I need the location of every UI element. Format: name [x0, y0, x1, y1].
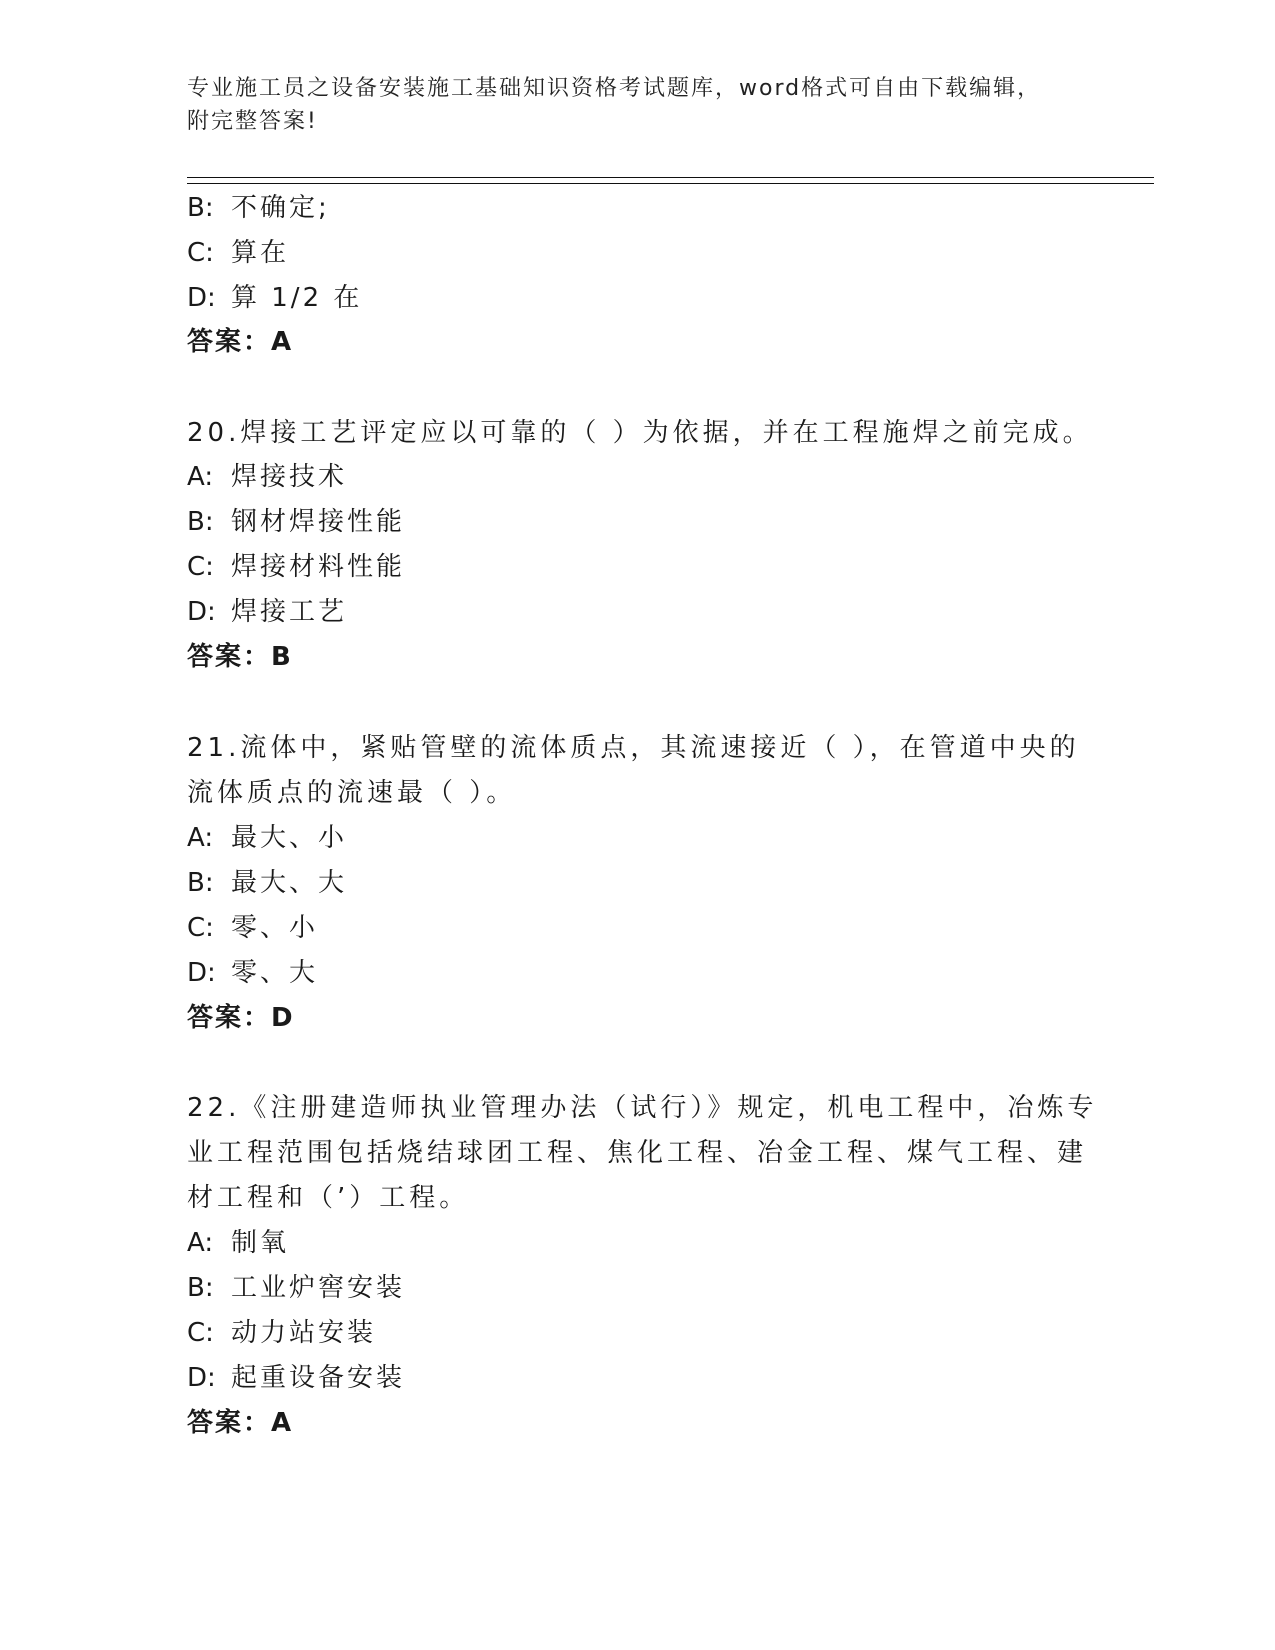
- option-a: A: 最大、小: [187, 823, 348, 853]
- question-21-text-line-1: 21.流体中，紧贴管壁的流体质点，其流速接近（ ），在管道中央的: [187, 733, 1080, 763]
- header-line-1: 专业施工员之设备安装施工基础知识资格考试题库，word格式可自由下载编辑，: [187, 76, 1042, 101]
- question-22-text-line-2: 业工程范围包括烧结球团工程、焦化工程、冶金工程、煤气工程、建: [187, 1138, 1088, 1168]
- option-c: C: 零、小: [187, 913, 319, 943]
- option-a: A: 制氧: [187, 1228, 290, 1258]
- option-a: A: 焊接技术: [187, 462, 348, 492]
- option-c: C: 焊接材料性能: [187, 552, 406, 582]
- option-b: B: 钢材焊接性能: [187, 507, 406, 537]
- option-b: B: 工业炉窖安装: [187, 1273, 406, 1303]
- question-20-text: 20.焊接工艺评定应以可靠的（ ）为依据，并在工程施焊之前完成。: [187, 418, 1093, 448]
- answer: 答案：A: [187, 327, 294, 357]
- header-line-2: 附完整答案!: [187, 109, 318, 134]
- question-22-text-line-1: 22.《注册建造师执业管理办法（试行）》规定，机电工程中，冶炼专: [187, 1093, 1098, 1123]
- option-b: B: 最大、大: [187, 868, 348, 898]
- header-divider-bottom: [187, 183, 1154, 184]
- option-d: D: 起重设备安装: [187, 1363, 406, 1393]
- option-b: B: 不确定;: [187, 193, 330, 223]
- answer: 答案：B: [187, 642, 293, 672]
- option-d: D: 焊接工艺: [187, 597, 348, 627]
- answer: 答案：A: [187, 1408, 294, 1438]
- option-c: C: 算在: [187, 238, 290, 268]
- answer: 答案：D: [187, 1003, 295, 1033]
- question-21-text-line-2: 流体质点的流速最（ ）。: [187, 778, 517, 808]
- option-c: C: 动力站安装: [187, 1318, 377, 1348]
- question-22-text-line-3: 材工程和（’）工程。: [187, 1183, 470, 1213]
- document-header: [187, 72, 1087, 138]
- header-divider-top: [187, 177, 1154, 178]
- option-d: D: 算 1/2 在: [187, 283, 363, 313]
- option-d: D: 零、大: [187, 958, 319, 988]
